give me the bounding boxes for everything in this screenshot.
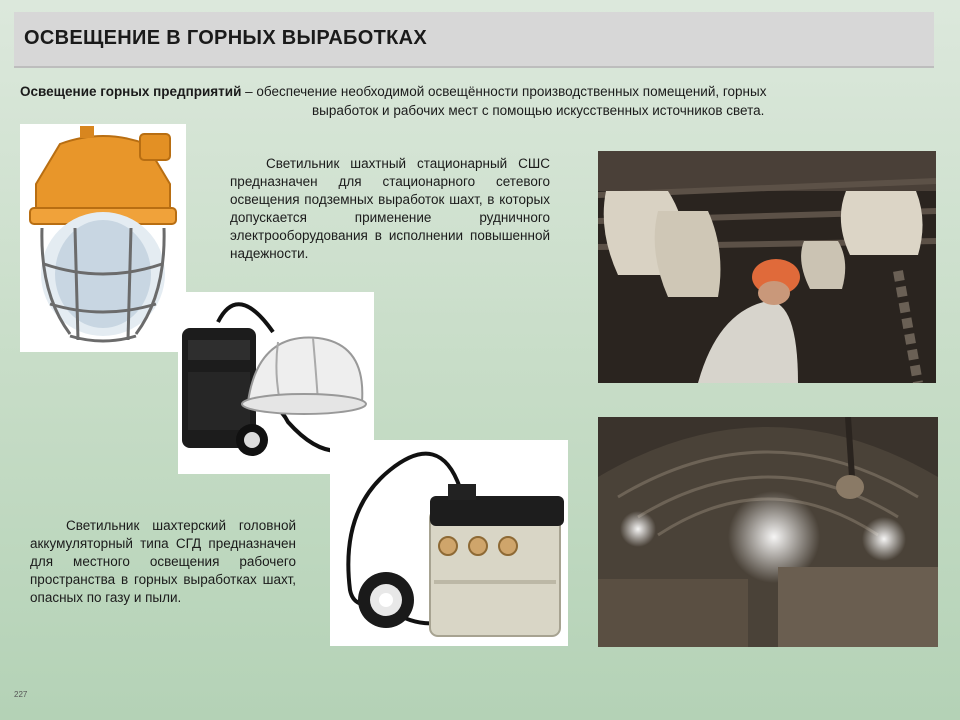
title-bar: [14, 12, 934, 68]
stationary-lamp-image: [20, 124, 186, 352]
mine-working-photo-2: [598, 417, 938, 647]
page-number: 227: [14, 690, 28, 699]
stationary-lamp-description: Светильник шахтный стационарный СШС предназначен для стационарного сетевого освещения подземных выработок шахт, в которых допускается применение рудничного электрооборудования в исполнении повышенной надежности.: [230, 156, 550, 261]
definition-term: Освещение горных предприятий: [20, 84, 242, 99]
stationary-lamp-illustration: [20, 124, 186, 352]
mine-bags-illustration: [598, 151, 936, 383]
slide-title: ОСВЕЩЕНИЕ В ГОРНЫХ ВЫРАБОТКАХ: [24, 27, 427, 49]
battery-lamp-description: Светильник шахтерский головной аккумуляторный типа СГД предназначен для местного освещения рабочего пространства в горных выработках шахт, опасных по газу и пыли.: [30, 518, 296, 605]
definition-paragraph: [20, 82, 936, 120]
mine-working-photo-1: [598, 151, 936, 383]
definition-text-line2: выработок и рабочих мест с помощью искусственных источников света.: [312, 103, 765, 118]
battery-lamp-image: [330, 440, 568, 646]
definition-text-line1: – обеспечение необходимой освещённости производственных помещений, горных: [241, 84, 767, 99]
battery-lamp-illustration: [330, 440, 568, 646]
mine-tunnel-illustration: [598, 417, 938, 647]
